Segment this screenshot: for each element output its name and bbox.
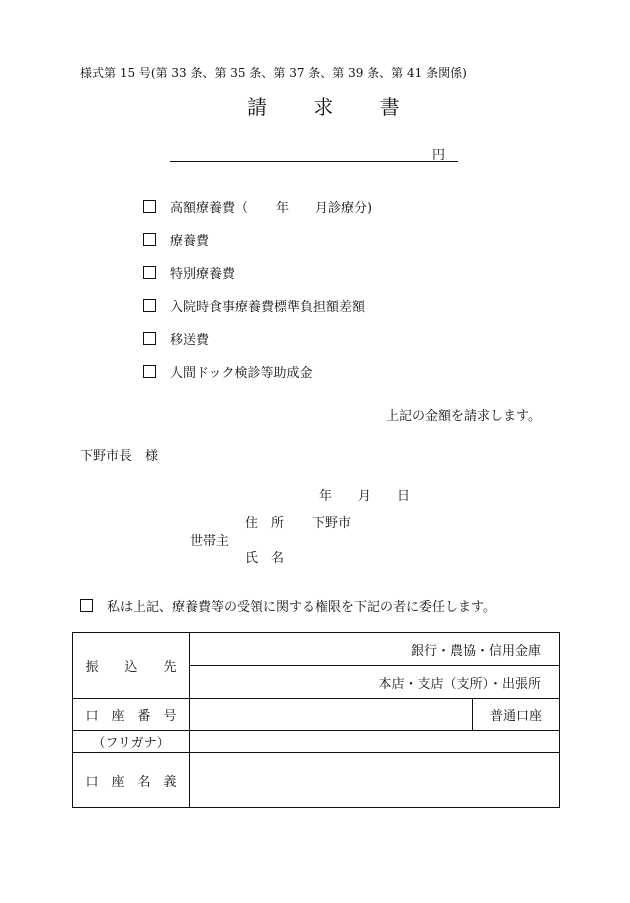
amount-input-line[interactable] xyxy=(170,161,458,162)
address-label: 住 所 xyxy=(245,516,285,531)
date-day[interactable]: 日 xyxy=(397,489,411,504)
delegation-text: 私は上記、療養費等の受領に関する権限を下記の者に委任します。 xyxy=(107,600,496,615)
checkbox[interactable] xyxy=(143,233,156,246)
bank-account-table xyxy=(72,632,560,808)
option-kougaku[interactable] xyxy=(143,197,372,216)
branch-name-field[interactable]: 本店・支店（支所）・出張所 xyxy=(190,666,560,699)
checkbox[interactable] xyxy=(143,299,156,312)
checkbox[interactable] xyxy=(80,599,93,612)
address-value[interactable]: 下野市 xyxy=(312,516,352,531)
option-tokubetsu[interactable] xyxy=(143,263,235,282)
document-title xyxy=(247,91,402,120)
option-dock[interactable] xyxy=(143,362,312,381)
date-month[interactable]: 月 xyxy=(358,489,372,504)
addressee: 下野市長 様 xyxy=(80,449,159,464)
option-month-label: 月診療分) xyxy=(315,201,373,216)
delegation-statement[interactable] xyxy=(80,596,496,615)
option-label: 入院時食事療養費標準負担額差額 xyxy=(170,300,366,315)
head-of-household-label: 世帯主 xyxy=(190,534,230,549)
amount-unit: 円 xyxy=(432,148,446,163)
option-ryouyou[interactable] xyxy=(143,230,209,249)
checkbox[interactable] xyxy=(143,365,156,378)
checkbox[interactable] xyxy=(143,332,156,345)
option-nyuin[interactable] xyxy=(143,296,365,315)
account-number-label: 口 座 番 号 xyxy=(73,699,190,731)
name-label: 氏 名 xyxy=(245,551,285,566)
checkbox[interactable] xyxy=(143,266,156,279)
account-name-label: 口 座 名 義 xyxy=(73,753,190,808)
account-name-field[interactable] xyxy=(190,753,560,808)
title-char-2: 求 xyxy=(313,95,336,119)
account-number-field[interactable] xyxy=(190,699,473,731)
title-char-3: 書 xyxy=(379,95,402,119)
checkbox[interactable] xyxy=(143,200,156,213)
bank-name-field[interactable]: 銀行・農協・信用金庫 xyxy=(190,633,560,666)
request-statement: 上記の金額を請求します。 xyxy=(386,409,541,424)
date-year[interactable]: 年 xyxy=(319,489,333,504)
option-label: 高額療養費（ xyxy=(170,201,249,216)
option-label: 人間ドック検診等助成金 xyxy=(170,366,313,381)
option-label: 移送費 xyxy=(170,333,210,348)
option-label: 特別療養費 xyxy=(170,267,236,282)
transfer-to-label: 振 込 先 xyxy=(73,633,190,699)
furigana-label: （フリガナ） xyxy=(73,731,190,753)
form-number: 様式第 15 号(第 33 条、第 35 条、第 37 条、第 39 条、第 41 条関係) xyxy=(80,66,467,80)
option-label: 療養費 xyxy=(170,234,210,249)
account-type-field[interactable]: 普通口座 xyxy=(473,699,560,731)
title-char-1: 請 xyxy=(247,95,269,119)
date-line xyxy=(319,485,410,504)
furigana-field[interactable] xyxy=(190,731,560,753)
option-year-label: 年 xyxy=(276,201,290,216)
option-isou[interactable] xyxy=(143,329,209,348)
